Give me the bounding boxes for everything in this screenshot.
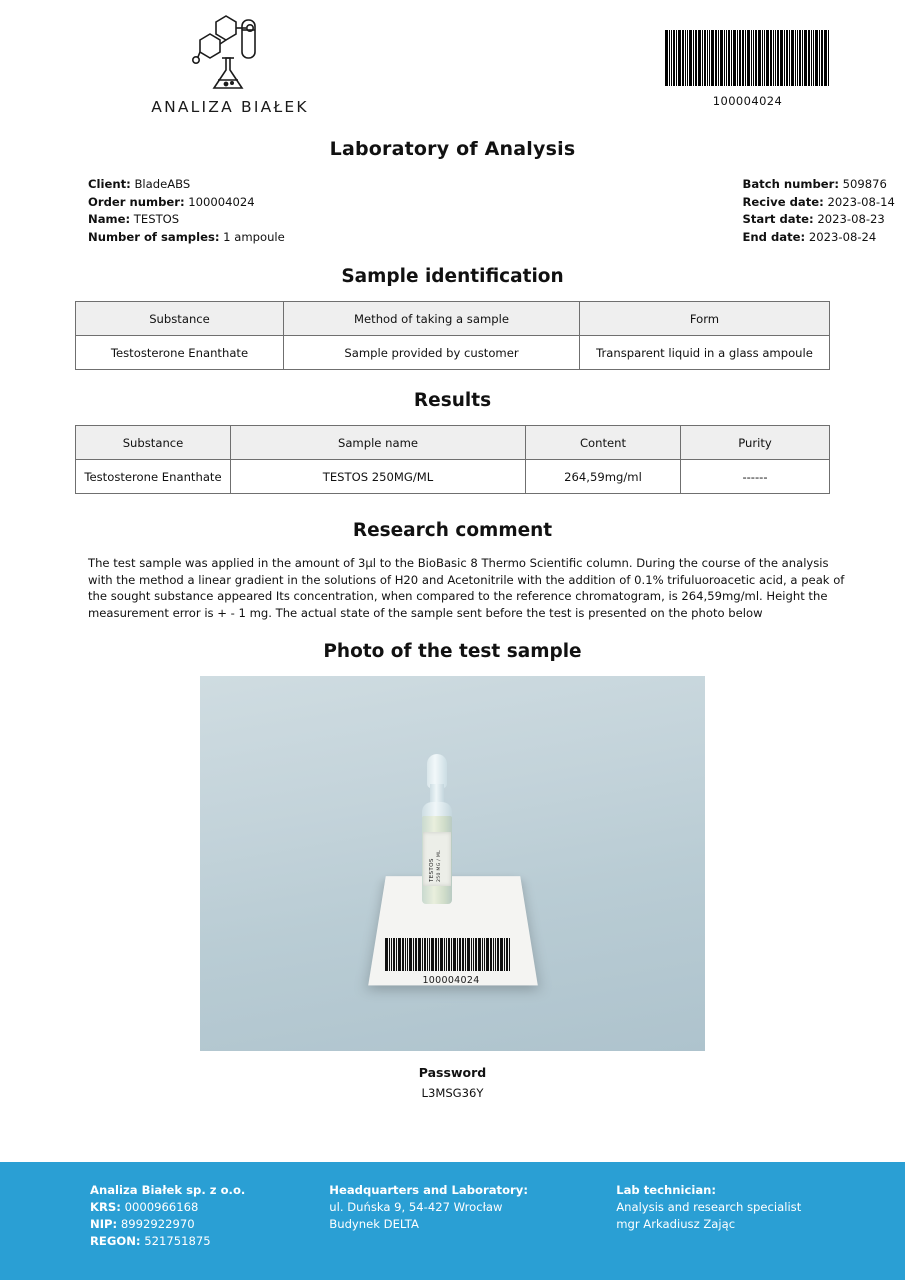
- barcode-bar: [753, 30, 754, 86]
- barcode-bar: [478, 938, 481, 971]
- barcode-bar: [495, 938, 496, 971]
- sample-identification-table: [75, 301, 830, 370]
- barcode-bar: [731, 30, 732, 86]
- meta-recive-date: [742, 194, 895, 212]
- barcode-bar: [711, 30, 714, 86]
- barcode-bar: [795, 30, 796, 86]
- barcode-bar: [777, 30, 779, 86]
- barcode-bar: [682, 30, 684, 86]
- barcode-bar: [471, 938, 472, 971]
- barcode-bar: [799, 30, 801, 86]
- meta-batch-number-label: Batch number:: [742, 177, 839, 191]
- barcode-bar: [821, 30, 823, 86]
- col-substance: Substance: [76, 302, 284, 336]
- table-row: [76, 460, 830, 494]
- barcode-bar: [784, 30, 785, 86]
- cell-substance: Testosterone Enanthate: [76, 336, 284, 370]
- password-value: L3MSG36Y: [421, 1086, 484, 1100]
- meta-recive-date-label: Recive date:: [742, 194, 824, 209]
- barcode-bars: [665, 30, 830, 86]
- barcode-bar: [440, 938, 443, 971]
- barcode-bar: [665, 30, 668, 86]
- footer-headquarters-line1: ul. Duńska 9, 54-427 Wrocław: [329, 1200, 503, 1214]
- barcode-bar: [407, 938, 408, 971]
- meta-block: [0, 176, 905, 246]
- photo-wrapper: [0, 676, 905, 1051]
- barcode-bar: [457, 938, 458, 971]
- barcode-bar: [385, 938, 388, 971]
- research-comment-title: Research comment: [352, 520, 553, 541]
- barcode-bar: [813, 30, 814, 86]
- meta-batch-number-value: 509876: [842, 177, 887, 191]
- barcode-bar: [786, 30, 788, 86]
- table-header-row: [76, 426, 830, 460]
- barcode-bar: [413, 938, 414, 971]
- barcode-bar: [418, 938, 421, 971]
- barcode-bar: [718, 30, 719, 86]
- barcode-bar: [755, 30, 757, 86]
- photo-barcode-number: 100004024: [422, 975, 480, 986]
- barcode-bar: [500, 938, 503, 971]
- barcode-bar: [671, 30, 672, 86]
- barcode-bar: [448, 938, 450, 971]
- barcode-bar: [506, 938, 508, 971]
- barcode-bar: [698, 30, 701, 86]
- meta-order-number: [88, 194, 453, 212]
- barcode-bar: [462, 938, 464, 971]
- col-substance: Substance: [76, 426, 231, 460]
- password-label: Password: [418, 1065, 487, 1080]
- barcode-bar: [405, 938, 406, 971]
- barcode-bar: [733, 30, 736, 86]
- footer-headquarters-line2: Budynek DELTA: [329, 1217, 419, 1231]
- cell-content: 264,59mg/ml: [526, 460, 681, 494]
- meta-name: [88, 211, 453, 229]
- footer-technician-line1: Analysis and research specialist: [616, 1200, 802, 1214]
- meta-recive-date-value: 2023-08-14: [827, 194, 895, 209]
- barcode-bar: [715, 30, 717, 86]
- barcode-bar: [693, 30, 694, 86]
- barcode-bar: [762, 30, 763, 86]
- barcode-bar: [728, 30, 730, 86]
- results-table: [75, 425, 830, 494]
- barcode-bar: [673, 30, 675, 86]
- table-header-row: [76, 302, 830, 336]
- barcode-bar: [427, 938, 428, 971]
- barcode-bar: [431, 938, 434, 971]
- barcode-bar: [676, 30, 677, 86]
- meta-number-of-samples-value: 1 ampoule: [223, 229, 285, 244]
- ampoule-label-line1: TESTOS: [429, 858, 435, 882]
- test-sample-photo: [200, 676, 705, 1051]
- table-row: [76, 336, 830, 370]
- meta-client-value: BladeABS: [134, 177, 191, 191]
- cell-purity: ------: [681, 460, 830, 494]
- cell-form: Transparent liquid in a glass ampoule: [580, 336, 830, 370]
- barcode-bar: [459, 938, 461, 971]
- barcode-bar: [780, 30, 783, 86]
- barcode-bar: [770, 30, 772, 86]
- barcode-bar: [486, 938, 489, 971]
- document-header: [0, 0, 905, 130]
- header-barcode: [665, 30, 830, 108]
- meta-order-number-label: Order number:: [88, 194, 185, 209]
- barcode-bar: [453, 938, 456, 971]
- page-title: Laboratory of Analysis: [329, 138, 576, 160]
- meta-number-of-samples: [88, 229, 453, 247]
- cell-method: Sample provided by customer: [284, 336, 580, 370]
- barcode-bar: [704, 30, 706, 86]
- barcode-bar: [484, 938, 485, 971]
- col-form: Form: [580, 302, 830, 336]
- barcode-bar: [685, 30, 686, 86]
- footer-technician-title: Lab technician:: [616, 1183, 717, 1197]
- barcode-bar: [444, 938, 445, 971]
- barcode-bar: [422, 938, 423, 971]
- footer-nip-label: NIP:: [90, 1217, 118, 1231]
- barcode-bar: [745, 30, 746, 86]
- barcode-number: 100004024: [712, 94, 783, 108]
- barcode-bar: [707, 30, 708, 86]
- meta-end-date: [742, 229, 877, 247]
- meta-batch-number: [742, 176, 887, 194]
- barcode-bar: [402, 938, 404, 971]
- meta-order-number-value: 100004024: [188, 194, 255, 209]
- meta-end-date-value: 2023-08-24: [808, 229, 877, 244]
- barcode-bar: [438, 938, 439, 971]
- footer-krs-value: 0000966168: [124, 1200, 199, 1214]
- footer-regon-label: REGON:: [90, 1234, 141, 1248]
- meta-start-date-value: 2023-08-23: [817, 212, 885, 226]
- barcode-bar: [742, 30, 744, 86]
- footer-company: [40, 1182, 329, 1280]
- barcode-bar: [429, 938, 430, 971]
- footer-technician: [616, 1182, 865, 1280]
- barcode-bar: [415, 938, 417, 971]
- footer-headquarters-title: Headquarters and Laboratory:: [329, 1183, 528, 1197]
- meta-name-label: Name:: [88, 212, 131, 226]
- footer-krs-label: KRS:: [90, 1200, 121, 1214]
- meta-column-left: [88, 176, 453, 246]
- results-title: Results: [413, 390, 492, 411]
- logo-block: [115, 14, 345, 116]
- cell-substance: Testosterone Enanthate: [76, 460, 231, 494]
- barcode-bar: [811, 30, 812, 86]
- barcode-bar: [737, 30, 738, 86]
- col-method: Method of taking a sample: [284, 302, 580, 336]
- col-sample-name: Sample name: [231, 426, 526, 460]
- barcode-bar: [747, 30, 750, 86]
- col-content: Content: [526, 426, 681, 460]
- barcode-bar: [808, 30, 810, 86]
- meta-number-of-samples-label: Number of samples:: [88, 229, 220, 244]
- ampoule-tip: [427, 754, 447, 788]
- barcode-bar: [773, 30, 774, 86]
- footer-company-name: Analiza Białek sp. z o.o.: [90, 1183, 246, 1197]
- photo-barcode-bars: [385, 938, 517, 971]
- barcode-bar: [802, 30, 803, 86]
- barcode-bar: [398, 938, 401, 971]
- photo-title: Photo of the test sample: [323, 641, 582, 662]
- barcode-bar: [689, 30, 692, 86]
- barcode-bar: [482, 938, 483, 971]
- barcode-bar: [669, 30, 670, 86]
- meta-end-date-label: End date:: [742, 229, 806, 244]
- barcode-bar: [739, 30, 741, 86]
- barcode-bar: [709, 30, 710, 86]
- logo-text: ANALIZA BIAŁEK: [151, 98, 309, 116]
- barcode-bar: [804, 30, 807, 86]
- barcode-bar: [766, 30, 769, 86]
- ampoule-label-line2: 250 MG / ML: [437, 849, 442, 882]
- col-purity: Purity: [681, 426, 830, 460]
- barcode-bar: [764, 30, 765, 86]
- barcode-bar: [797, 30, 798, 86]
- barcode-bar: [493, 938, 494, 971]
- meta-start-date: [742, 211, 885, 229]
- barcode-bar: [391, 938, 392, 971]
- barcode-bar: [504, 938, 505, 971]
- barcode-bar: [475, 938, 477, 971]
- barcode-bar: [702, 30, 703, 86]
- barcode-bar: [509, 938, 510, 971]
- barcode-bar: [451, 938, 452, 971]
- barcode-bar: [824, 30, 827, 86]
- document-footer: [0, 1162, 905, 1280]
- barcode-bar: [687, 30, 688, 86]
- barcode-bar: [389, 938, 390, 971]
- meta-client: [88, 176, 453, 194]
- footer-headquarters: [329, 1182, 616, 1280]
- barcode-bar: [828, 30, 829, 86]
- barcode-bar: [678, 30, 681, 86]
- barcode-bar: [815, 30, 818, 86]
- barcode-bar: [775, 30, 776, 86]
- footer-nip-value: 8992922970: [120, 1217, 195, 1231]
- sample-identification-title: Sample identification: [341, 266, 564, 287]
- barcode-bar: [473, 938, 474, 971]
- barcode-bar: [789, 30, 790, 86]
- meta-start-date-label: Start date:: [742, 212, 814, 226]
- barcode-bar: [720, 30, 723, 86]
- barcode-bar: [726, 30, 727, 86]
- footer-technician-line2: mgr Arkadiusz Zając: [616, 1217, 736, 1231]
- barcode-bar: [695, 30, 697, 86]
- lab-flask-logo-icon: [182, 14, 278, 92]
- barcode-bar: [424, 938, 426, 971]
- barcode-bar: [724, 30, 725, 86]
- barcode-bar: [446, 938, 447, 971]
- photo-ampoule: [416, 754, 458, 904]
- barcode-bar: [435, 938, 437, 971]
- footer-regon-value: 521751875: [144, 1234, 211, 1248]
- barcode-bar: [490, 938, 492, 971]
- barcode-bar: [497, 938, 499, 971]
- barcode-bar: [819, 30, 820, 86]
- meta-client-label: Client:: [88, 177, 131, 191]
- ampoule-label: [423, 832, 451, 886]
- cell-sample-name: TESTOS 250MG/ML: [231, 460, 526, 494]
- research-comment-text: The test sample was applied in the amount of 3µl to the BioBasic 8 Thermo Scientific column. During the course of the analysis with the method a linear gradient in the solutions of H20 and Acetonitrile with the addition of 0.1% trifuluoroacetic acid, a peak of the sought substance appeared Its concentration, when compared to the reference chromatogram, is 264,59mg/ml. Height the measurement error is + - 1 mg. The actual state of the sample sent before the test is presented on the photo below: [88, 556, 845, 620]
- barcode-bar: [751, 30, 752, 86]
- barcode-bar: [409, 938, 412, 971]
- barcode-bar: [465, 938, 466, 971]
- barcode-bar: [467, 938, 470, 971]
- meta-name-value: TESTOS: [133, 212, 180, 226]
- barcode-bar: [758, 30, 761, 86]
- barcode-bar: [393, 938, 395, 971]
- meta-column-right: [453, 176, 895, 246]
- barcode-bar: [396, 938, 397, 971]
- barcode-bar: [791, 30, 794, 86]
